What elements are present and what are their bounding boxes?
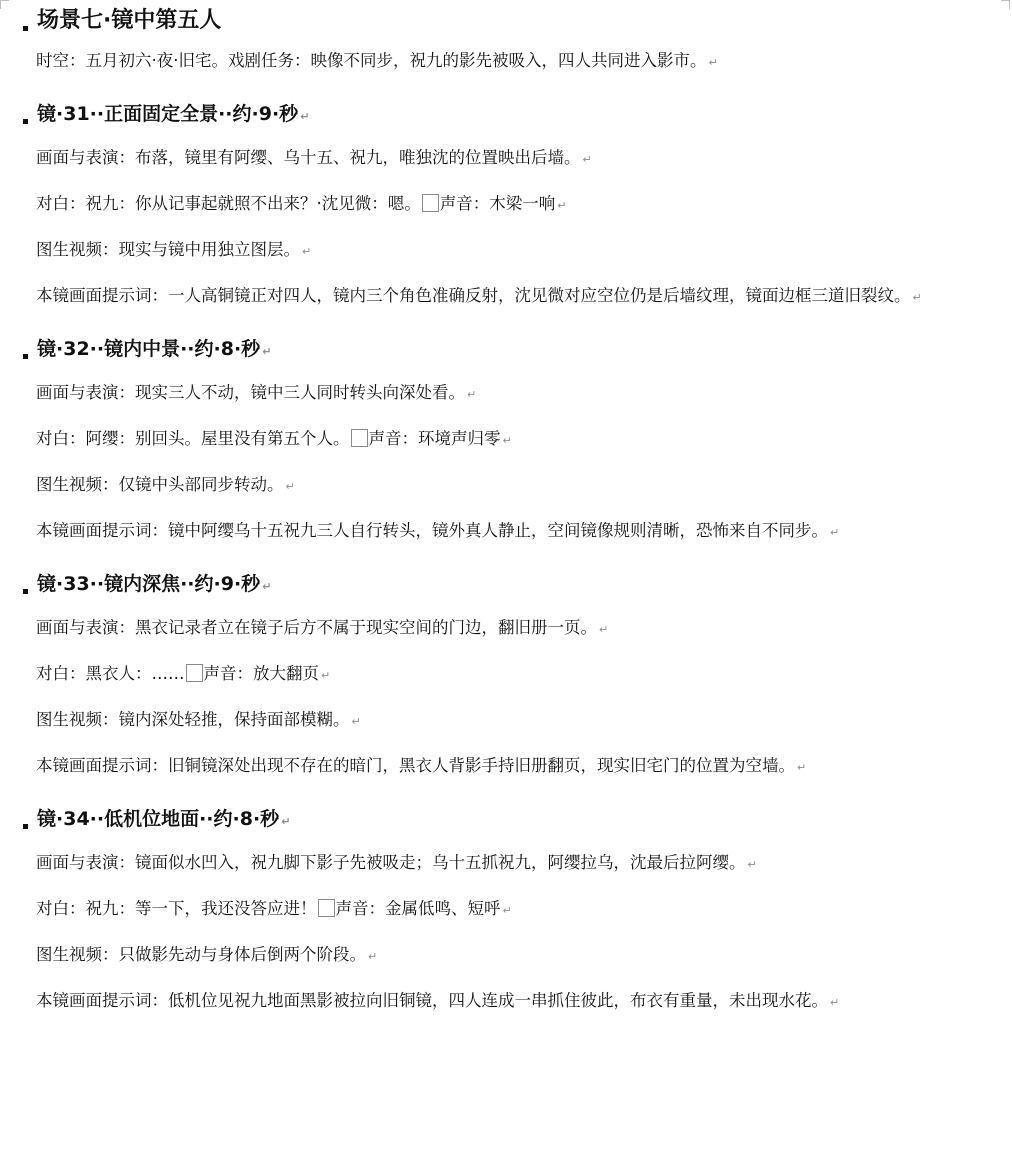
shot-video: 图生视频：仅镜中头部同步转动。 ↵ (36, 475, 295, 494)
shot-prompt: 本镜画面提示词：低机位见祝九地面黑影被拉向旧铜镜，四人连成一串抓住彼此，布衣有重量，未出现水花。 ↵ (36, 991, 840, 1010)
paragraph-mark-icon: ↵ (797, 761, 807, 774)
shot-video: 图生视频：只做影先动与身体后倒两个阶段。 ↵ (36, 945, 378, 964)
checkbox-icon (318, 899, 335, 917)
page-corner-mark-left (0, 0, 9, 9)
paragraph-mark-icon: ↵ (557, 199, 567, 212)
shot-dialogue: 对白：祝九：等一下，我还没答应进！ 声音：金属低鸣、短呼 ↵ (36, 899, 512, 918)
paragraph-mark-icon: ↵ (830, 526, 840, 539)
paragraph-mark-icon: ↵ (285, 480, 295, 493)
paragraph-mark-icon: ↵ (708, 56, 718, 69)
paragraph-mark-icon: ↵ (912, 291, 922, 304)
shot-sound: 声音：金属低鸣、短呼 (335, 899, 501, 918)
shot-heading: 镜·32··镜内中景··约·8·秒 ↵ (37, 336, 1012, 365)
paragraph-mark-icon: ↵ (747, 858, 757, 871)
paragraph-mark-icon: ↵ (302, 245, 312, 258)
paragraph-mark-icon: ↵ (582, 153, 592, 166)
checkbox-icon (422, 194, 439, 212)
paragraph-mark-icon: ↵ (321, 669, 331, 682)
paragraph-mark-icon: ↵ (467, 388, 477, 401)
paragraph-mark-icon: ↵ (502, 904, 512, 917)
paragraph-mark-icon: ↵ (281, 815, 291, 828)
paragraph-mark-icon: ↵ (830, 996, 840, 1009)
shot-prompt: 本镜画面提示词：旧铜镜深处出现不存在的暗门，黑衣人背影手持旧册翻页，现实旧宅门的位置为空墙。 ↵ (36, 756, 807, 775)
heading-bullet-icon (23, 119, 28, 124)
paragraph-mark-icon: ↵ (351, 715, 361, 728)
shot-sound: 声音：环境声归零 (368, 429, 501, 448)
paragraph-mark-icon: ↵ (262, 580, 272, 593)
heading-bullet-icon (23, 354, 28, 359)
shot-video: 图生视频：现实与镜中用独立图层。 ↵ (36, 240, 312, 259)
heading-bullet-icon (23, 824, 28, 829)
paragraph-mark-icon: ↵ (599, 623, 609, 636)
checkbox-icon (351, 429, 368, 447)
shot-picture: 画面与表演：现实三人不动，镜中三人同时转头向深处看。 ↵ (36, 383, 477, 402)
paragraph-mark-icon: ↵ (368, 950, 378, 963)
shot-dialogue: 对白：阿缨：别回头。屋里没有第五个人。 声音：环境声归零 ↵ (36, 429, 512, 448)
shot-sound: 声音：放大翻页 (203, 664, 319, 683)
paragraph-mark-icon: ↵ (300, 110, 310, 123)
scene-title: 场景七·镜中第五人 (37, 0, 1012, 37)
checkbox-icon (186, 664, 203, 682)
shot-video: 图生视频：镜内深处轻推，保持面部模糊。 ↵ (36, 710, 361, 729)
shot-dialogue: 对白：祝九：你从记事起就照不出来？·沈见微：嗯。 声音：木梁一响 ↵ (36, 194, 567, 213)
heading-bullet-icon (23, 589, 28, 594)
scene-summary: 时空：五月初六·夜·旧宅。戏剧任务：映像不同步，祝九的影先被吸入，四人共同进入影市。 ↵ (36, 51, 718, 70)
paragraph-mark-icon: ↵ (262, 345, 272, 358)
shot-picture: 画面与表演：黑衣记录者立在镜子后方不属于现实空间的门边，翻旧册一页。 ↵ (36, 618, 609, 637)
shot-heading: 镜·33··镜内深焦··约·9·秒 ↵ (37, 571, 1012, 600)
shot-heading: 镜·34··低机位地面··约·8·秒 ↵ (37, 806, 1012, 835)
shot-heading: 镜·31··正面固定全景··约·9·秒 ↵ (37, 101, 1012, 130)
shot-picture: 画面与表演：布落，镜里有阿缨、乌十五、祝九，唯独沈的位置映出后墙。 ↵ (36, 148, 592, 167)
shot-picture: 画面与表演：镜面似水凹入，祝九脚下影子先被吸走；乌十五抓祝九，阿缨拉乌，沈最后拉阿缨。 ↵ (36, 853, 757, 872)
shot-sound: 声音：木梁一响 (439, 194, 556, 213)
heading-bullet-icon (23, 26, 28, 31)
shot-prompt: 本镜画面提示词：一人高铜镜正对四人，镜内三个角色准确反射，沈见微对应空位仍是后墙纹理，镜面边框三道旧裂纹。 ↵ (36, 286, 922, 305)
shot-prompt: 本镜画面提示词：镜中阿缨乌十五祝九三人自行转头，镜外真人静止，空间镜像规则清晰，恐怖来自不同步。 ↵ (36, 521, 840, 540)
shot-dialogue: 对白：黑衣人：…… 声音：放大翻页 ↵ (36, 664, 331, 683)
paragraph-mark-icon: ↵ (502, 434, 512, 447)
